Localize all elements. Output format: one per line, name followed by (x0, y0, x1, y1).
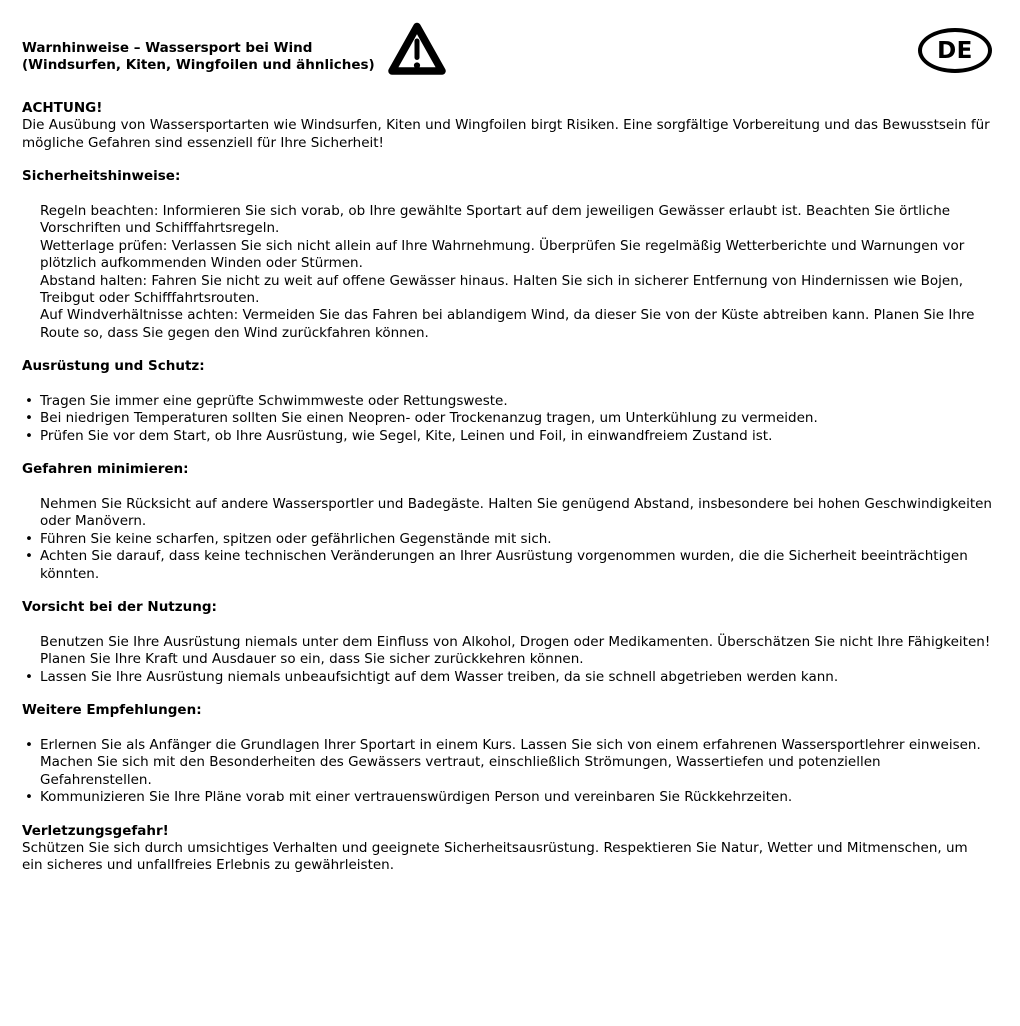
section-items (22, 117, 992, 152)
bullet-item-text: Lassen Sie Ihre Ausrüstung niemals unbeaufsichtigt auf dem Wasser treiben, da sie schnell abgetrieben werden kann. (40, 668, 839, 685)
paragraph: Nehmen Sie Rücksicht auf andere Wassersportler und Badegäste. Halten Sie genügend Abstand, insbesondere bei hohen Geschwindigkeiten oder Manövern. (40, 496, 992, 530)
paragraph: Auf Windverhältnisse achten: Vermeiden Sie das Fahren bei ablandigem Wind, da dieser Sie von der Küste abtreiben kann. Planen Sie Ihre Route so, dass Sie gegen den Wind zurückfahren können. (40, 307, 975, 341)
page-title-line-2: (Windsurfen, Kiten, Wingfoilen und ähnliches) (22, 57, 375, 74)
language-badge-label: DE (937, 37, 973, 64)
section (22, 599, 992, 686)
bullet-marker: • (25, 410, 33, 427)
bullet-item (22, 428, 992, 445)
paragraph: Regeln beachten: Informieren Sie sich vorab, ob Ihre gewählte Sportart auf dem jeweiligen Gewässer erlaubt ist. Beachten Sie örtliche Vorschriften und Schifffahrtsregeln. (40, 203, 951, 237)
paragraph: Wetterlage prüfen: Verlassen Sie sich nicht allein auf Ihre Wahrnehmung. Überprüfen Sie regelmäßig Wetterberichte und Warnungen vor plötzlich aufkommenden Winden oder Stürmen. (40, 237, 965, 272)
section-items (22, 393, 992, 445)
bullet-item-text: Prüfen Sie vor dem Start, ob Ihre Ausrüstung, wie Segel, Kite, Leinen und Foil, in einwandfreiem Zustand ist. (40, 427, 773, 444)
section-items (22, 634, 992, 686)
bullet-item-text: Kommunizieren Sie Ihre Pläne vorab mit einer vertrauenswürdigen Person und vereinbaren Sie Rückkehrzeiten. (40, 789, 793, 806)
section-heading: ACHTUNG! (22, 100, 103, 116)
section-items (22, 496, 992, 583)
bullet-item-text: Erlernen Sie als Anfänger die Grundlagen Ihrer Sportart in einem Kurs. Lassen Sie sich von einem erfahrenen Wassersportlehrer einweisen. (40, 736, 981, 753)
bullet-marker: • (25, 668, 33, 685)
page-title (22, 40, 375, 75)
paragraph: Die Ausübung von Wassersportarten wie Windsurfen, Kiten und Wingfoilen birgt Risiken. Eine sorgfältige Vorbereitung und das Bewusstsein für mögliche Gefahren sind essenziell für Ihre Sicherheit! (22, 117, 990, 151)
bullet-item-text: Bei niedrigen Temperaturen sollten Sie einen Neopren- oder Trockenanzug tragen, um Unterkühlung zu vermeiden. (40, 410, 818, 427)
bullet-item (22, 669, 992, 686)
section-heading: Vorsicht bei der Nutzung: (22, 599, 217, 616)
section (22, 358, 992, 445)
bullet-item (22, 737, 992, 754)
bullet-item-text: Achten Sie darauf, dass keine technischen Veränderungen an Ihrer Ausrüstung vorgenommen wurden, die die Sicherheit beeinträchtigen könnten. (40, 548, 968, 582)
section-heading: Ausrüstung und Schutz: (22, 358, 205, 375)
section-heading: Gefahren minimieren: (22, 461, 189, 478)
section-items (22, 737, 992, 807)
bullet-item-text: Führen Sie keine scharfen, spitzen oder gefährlichen Gegenstände mit sich. (40, 530, 552, 547)
paragraph: Schützen Sie sich durch umsichtiges Verhalten und geeignete Sicherheitsausrüstung. Respektieren Sie Natur, Wetter und Mitmenschen, um ein sicheres und unfallfreies Erlebnis zu gewährleisten. (22, 839, 968, 874)
section (22, 823, 992, 875)
bullet-marker: • (25, 427, 33, 444)
page-title-line-1: Warnhinweise – Wassersport bei Wind (22, 40, 313, 56)
paragraph: Abstand halten: Fahren Sie nicht zu weit auf offene Gewässer hinaus. Halten Sie sich in sicherer Entfernung von Hindernissen wie Bojen, Treibgut oder Schifffahrtsrouten. (40, 272, 964, 307)
bullet-item-text: Tragen Sie immer eine geprüfte Schwimmweste oder Rettungsweste. (40, 393, 508, 410)
section-heading: Sicherheitshinweise: (22, 168, 181, 185)
bullet-item (22, 531, 992, 548)
section (22, 702, 992, 806)
section-heading: Verletzungsgefahr! (22, 822, 169, 839)
section-items (22, 203, 992, 342)
document-header (22, 37, 992, 78)
bullet-item (22, 548, 992, 583)
section-items (22, 840, 992, 875)
bullet-marker: • (25, 393, 33, 410)
bullet-item (22, 393, 992, 410)
section-heading: Weitere Empfehlungen: (22, 702, 202, 719)
warning-triangle-exclamation-icon (387, 20, 447, 84)
section (22, 168, 992, 342)
bullet-marker: • (25, 548, 33, 565)
bullet-item (22, 410, 992, 427)
sections (22, 100, 992, 875)
paragraph: Benutzen Sie Ihre Ausrüstung niemals unter dem Einfluss von Alkohol, Drogen oder Medikamenten. Überschätzen Sie nicht Ihre Fähigkeiten! Planen Sie Ihre Kraft und Ausdauer so ein, dass Sie sicher zurückkehren können. (40, 633, 991, 668)
bullet-marker: • (25, 530, 33, 547)
bullet-marker: • (25, 736, 33, 753)
section (22, 100, 992, 152)
bullet-item (22, 789, 992, 806)
section (22, 461, 992, 583)
language-badge (918, 28, 992, 73)
paragraph: Machen Sie sich mit den Besonderheiten des Gewässers vertraut, einschließlich Strömungen, Wassertiefen und potenziellen Gefahrenstellen. (40, 754, 881, 788)
bullet-marker: • (25, 789, 33, 806)
